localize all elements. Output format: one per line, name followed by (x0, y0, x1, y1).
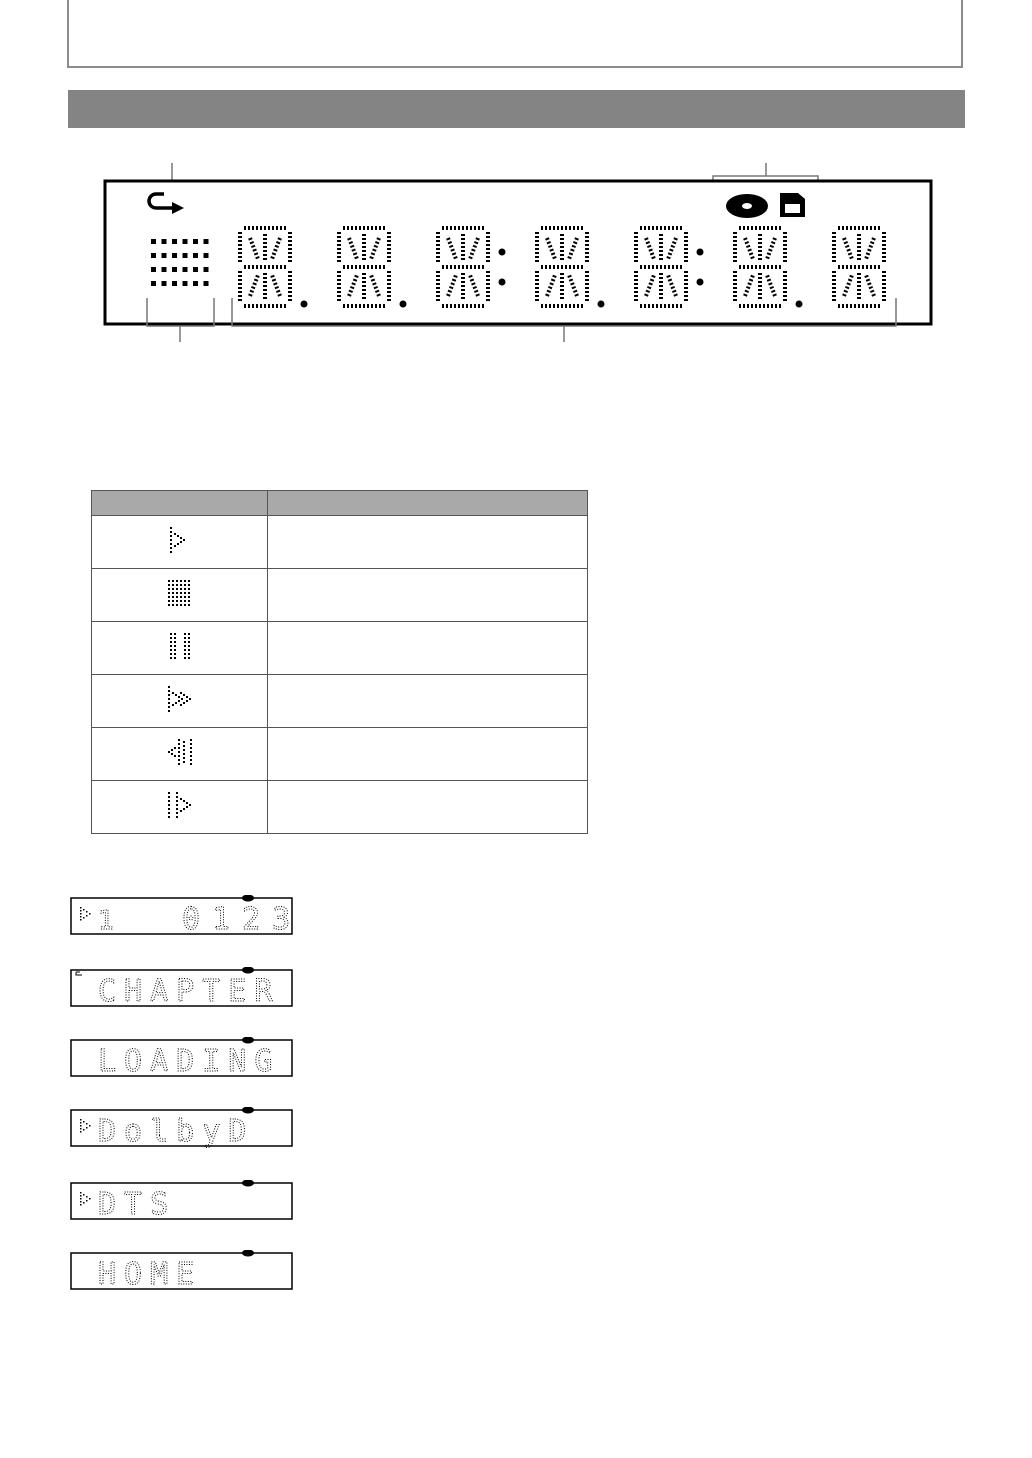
display-example (70, 1250, 293, 1290)
separator-dot (598, 301, 605, 308)
display-example (70, 895, 293, 935)
table-cell-symbol (92, 516, 268, 569)
table-header-meaning (268, 491, 588, 516)
front-panel-display-diagram (0, 0, 1032, 370)
display-example (70, 967, 293, 1007)
mini-display (70, 1107, 294, 1149)
display-text: 0123 (182, 902, 294, 937)
stop-icon (166, 578, 194, 608)
display-text: HOME (98, 1257, 203, 1292)
table-cell-description (268, 781, 588, 834)
separator-dot (400, 301, 407, 308)
table-cell-description (268, 569, 588, 622)
table-cell-symbol (92, 675, 268, 728)
table-cell-description (268, 622, 588, 675)
fast-reverse-icon (166, 737, 194, 767)
display-text: DolbyD (98, 1114, 255, 1149)
separator-colon-bottom (697, 279, 704, 286)
step-forward-icon (166, 790, 194, 820)
table-cell-symbol (92, 569, 268, 622)
indicator-table (91, 490, 588, 834)
table-header-display (92, 491, 268, 516)
fast-forward-icon (166, 684, 194, 714)
separator-colon-top (697, 249, 704, 256)
mini-display (70, 1180, 294, 1222)
table-row (92, 516, 588, 569)
display-prefix: 1 (98, 906, 114, 936)
display-text: DTS (98, 1187, 177, 1222)
table-cell-description (268, 516, 588, 569)
table-row (92, 781, 588, 834)
display-frame (105, 181, 931, 324)
display-example (70, 1107, 293, 1147)
pause-icon (166, 631, 194, 661)
mini-display (70, 895, 294, 937)
display-text: CHAPTER (98, 974, 281, 1009)
sd-card-icon (780, 193, 805, 217)
mini-display (70, 967, 294, 1009)
mini-display (70, 1250, 294, 1292)
table-cell-description (268, 675, 588, 728)
table-row (92, 675, 588, 728)
mini-display (70, 1037, 294, 1079)
separator-colon-top (499, 249, 506, 256)
table-row (92, 728, 588, 781)
table-cell-symbol (92, 781, 268, 834)
table-row (92, 569, 588, 622)
separator-dot (796, 301, 803, 308)
display-text: LOADING (98, 1044, 281, 1079)
table-cell-symbol (92, 728, 268, 781)
separator-colon-bottom (499, 279, 506, 286)
table-cell-symbol (92, 622, 268, 675)
display-example (70, 1180, 293, 1220)
display-example (70, 1037, 293, 1077)
table-cell-description (268, 728, 588, 781)
disc-icon (726, 194, 768, 218)
play-icon (166, 525, 194, 555)
table-row (92, 622, 588, 675)
separator-dot (301, 301, 308, 308)
